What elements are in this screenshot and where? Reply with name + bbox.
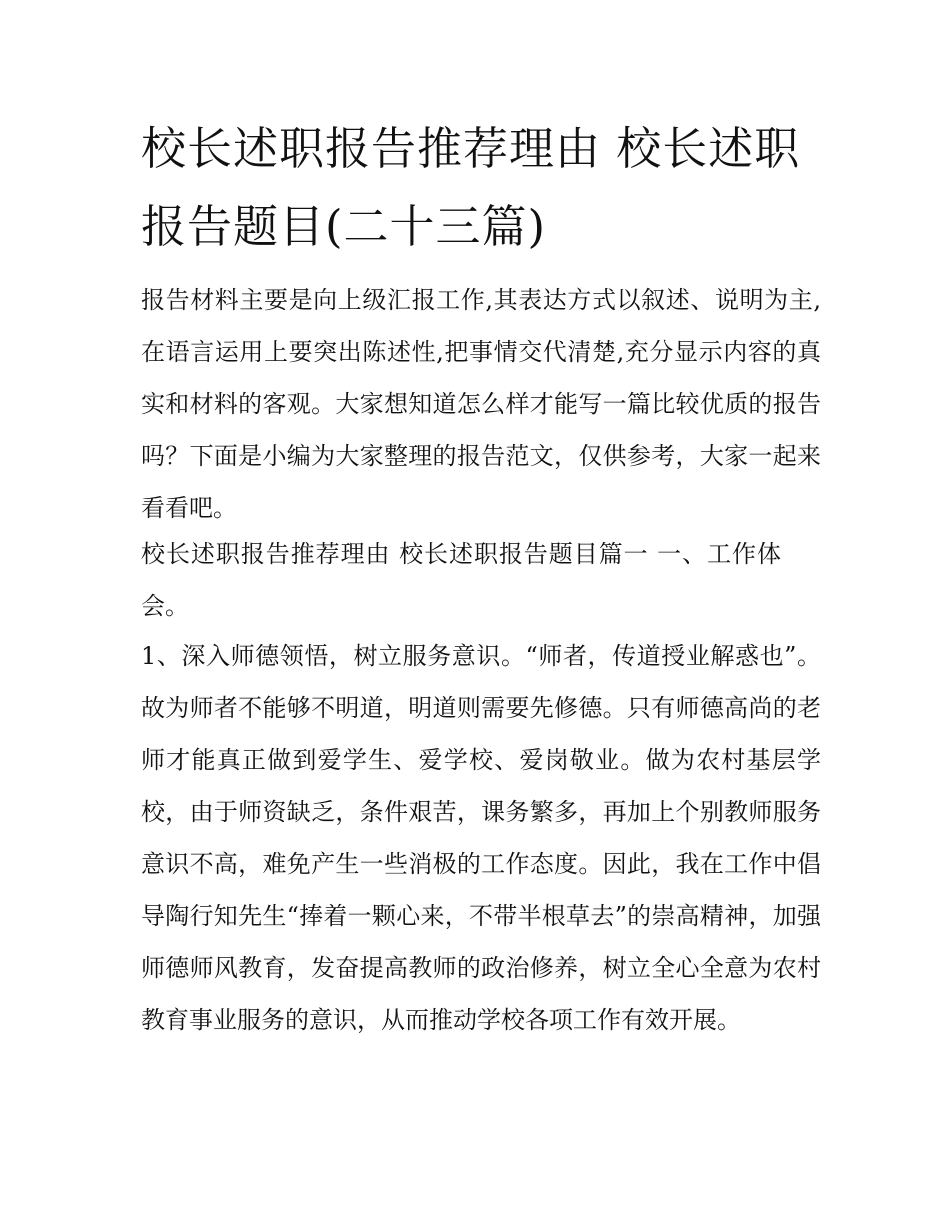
intro-paragraph: 报告材料主要是向上级汇报工作,其表达方式以叙述、说明为主,在语言运用上要突出陈述性,把事情交代清楚,充分显示内容的真实和材料的客观。大家想知道怎么样才能写一篇比较优质的报告吗？下面是小编为大家整理的报告范文，仅供参考，大家一起来看看吧。 [141,286,821,522]
document-title: 校长述职报告推荐理由 校长述职报告题目(二十三篇) [141,122,801,253]
item-1-paragraph: 1、深入师德领悟，树立服务意识。“师者，传道授业解惑也”。故为师者不能够不明道，明道则需要先修德。只有师德高尚的老师才能真正做到爱学生、爱学校、爱岗敬业。做为农村基层学校，由于师资缺乏，条件艰苦，课务繁多，再加上个别教师服务意识不高，难免产生一些消极的工作态度。因此，我在工作中倡导陶行知先生“捧着一颗心来，不带半根草去”的崇高精神，加强师德师风教育，发奋提高教师的政治修养，树立全心全意为农村教育事业服务的意识，从而推动学校各项工作有效开展。 [141,642,821,1034]
section-heading-paragraph: 校长述职报告推荐理由 校长述职报告题目篇一 一、工作体会。 [141,540,781,620]
